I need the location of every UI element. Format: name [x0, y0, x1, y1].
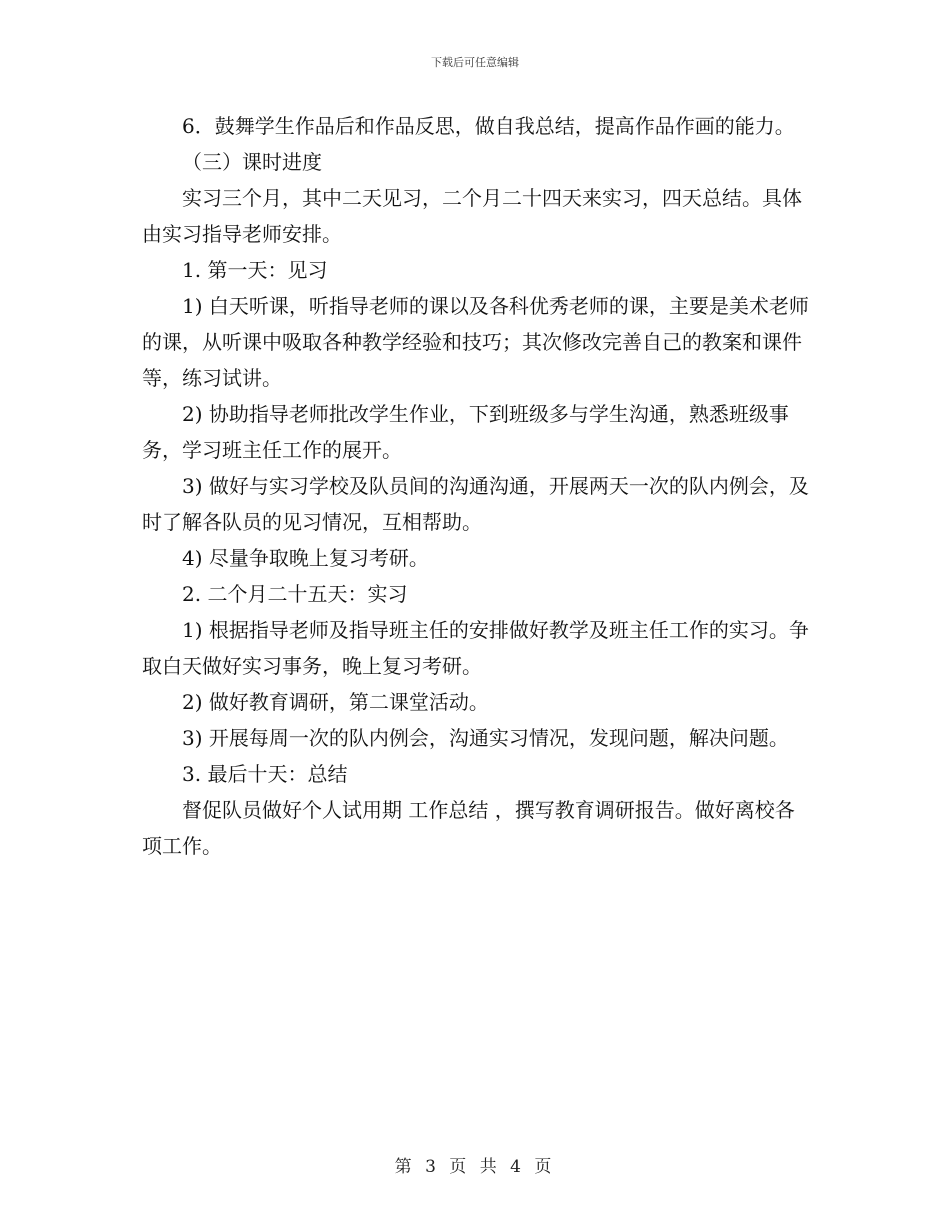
paragraph-first-day-3: 3) 做好与实习学校及队员间的沟通沟通，开展两天一次的队内例会，及时了解各队员的见习情况，互相帮助。	[142, 474, 809, 534]
paragraph-internship-3: 3) 开展每周一次的队内例会，沟通实习情况，发现问题，解决问题。	[182, 726, 789, 750]
paragraph-internship-1: 1) 根据指导老师及指导班主任的安排做好教学及班主任工作的实习。争取白天做好实习事务，晚上复习考研。	[142, 618, 809, 678]
section-heading-schedule: （三）课时进度	[182, 150, 322, 174]
page-number-footer: 第 3 页 共 4 页	[394, 1157, 556, 1177]
subheading-internship: 2. 二个月二十五天：实习	[182, 582, 408, 606]
subheading-first-day: 1. 第一天：见习	[182, 258, 328, 282]
paragraph-summary: 督促队员做好个人试用期 工作总结 ，撰写教育调研报告。做好离校各项工作。	[142, 798, 795, 858]
paragraph-internship-2: 2) 做好教育调研，第二课堂活动。	[182, 690, 489, 714]
paragraph-first-day-4: 4) 尽量争取晚上复习考研。	[182, 546, 429, 570]
paragraph-schedule-overview: 实习三个月，其中二天见习，二个月二十四天来实习，四天总结。具体由实习指导老师安排。	[142, 186, 802, 246]
paragraph-first-day-1: 1) 白天听课，听指导老师的课以及各科优秀老师的课，主要是美术老师的课，从听课中吸取各种教学经验和技巧；其次修改完善自己的教案和课件等，练习试讲。	[142, 294, 809, 390]
paragraph-first-day-2: 2) 协助指导老师批改学生作业，下到班级多与学生沟通，熟悉班级事务，学习班主任工作的展开。	[142, 402, 789, 462]
page-header: 下载后可任意编辑	[431, 56, 519, 69]
subheading-summary: 3. 最后十天：总结	[182, 762, 348, 786]
paragraph-item-6: 6．鼓舞学生作品后和作品反思，做自我总结，提高作品作画的能力。	[182, 114, 795, 138]
document-body	[142, 108, 810, 864]
